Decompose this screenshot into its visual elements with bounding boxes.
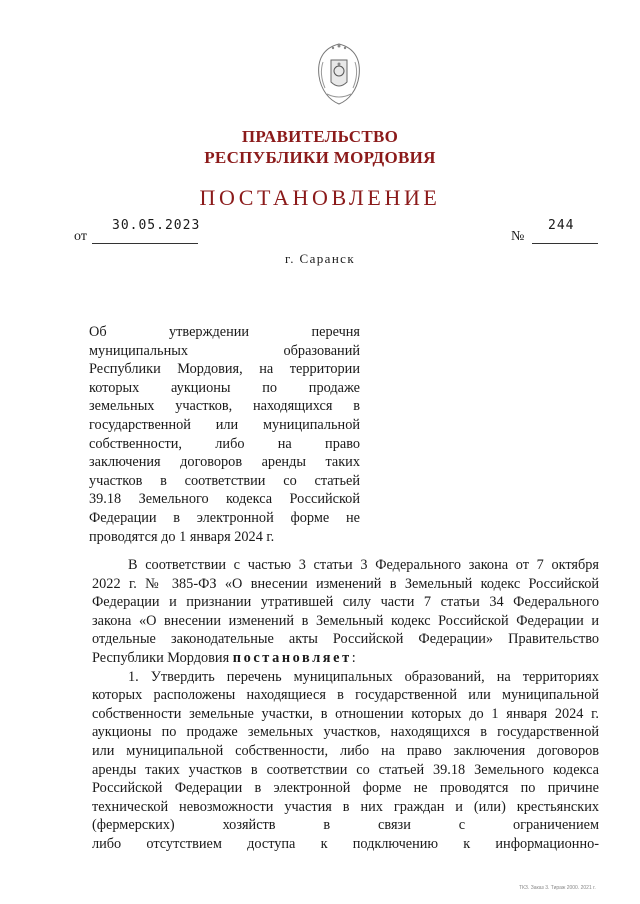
title-line: участков в соответствии со статьей: [89, 472, 360, 489]
item1-line: или муниципальной собственности, либо на право заключения договоров: [92, 742, 599, 759]
item1-line: (фермерских) хозяйств в связи с ограничением: [92, 817, 599, 834]
preamble-line: Федерации и признании утратившей силу части 7 статьи 34 Федерального: [92, 594, 599, 611]
date-underline: [92, 243, 198, 244]
title-line: которых аукционы по продаже: [89, 379, 360, 396]
document-number-value: 244: [548, 218, 575, 233]
government-name-line2: РЕСПУБЛИКИ МОРДОВИЯ: [204, 148, 436, 167]
title-line: 39.18 Земельного кодекса Российской: [89, 491, 360, 508]
title-line: собственности, либо на право: [89, 435, 360, 452]
item1-line: собственности земельные участки, в отношении которых до 1 января 2024 г.: [92, 705, 599, 722]
preamble-last-line: [92, 649, 599, 668]
preamble-line: 2022 г. № 385-ФЗ «О внесении изменений в Земельный кодекс Российской: [92, 575, 599, 592]
preamble-last-prefix: Республики Мордовия: [92, 649, 230, 666]
preamble-line: В соответствии с частью 3 статьи 3 Федерального закона от 7 октября: [128, 557, 599, 573]
item1-line: аренды таких участков в соответствии со статьей 39.18 Земельного кодекса: [92, 761, 599, 778]
item1-line: аукционы по продаже земельных участков, находящихся в государственной: [92, 724, 599, 741]
item1-line: либо отсутствием доступа к подключению к информационно-: [92, 835, 599, 852]
title-line: Федерации в электронной форме не: [89, 509, 360, 526]
date-label: от: [74, 229, 87, 244]
decree-colon: :: [351, 649, 356, 666]
item1-line: которых расположены находящиеся в государственной или муниципальной: [92, 687, 599, 704]
title-line: государственной или муниципальной: [89, 416, 360, 433]
title-line: муниципальных образований: [89, 342, 360, 359]
number-label: №: [511, 229, 525, 244]
title-line: земельных участков, находящихся в: [89, 398, 360, 415]
decree-word: постановляет: [232, 649, 352, 666]
resolution-body: [92, 556, 599, 854]
title-line: заключения договоров аренды таких: [89, 454, 360, 471]
title-line: Республики Мордовия, на территории: [89, 361, 360, 378]
number-underline: [532, 243, 598, 244]
item1-line: технической невозможности участия в них граждан и (или) крестьянских: [92, 798, 599, 815]
preamble-line: закона «О внесении изменений в Земельный кодекс Российской Федерации и: [92, 612, 599, 629]
print-code-footer: ТКЗ. Заказ 3. Тираж 2000. 2021 г.: [519, 885, 596, 891]
city-name: г. Саранск: [284, 251, 356, 266]
title-line: проводятся до 1 января 2024 г.: [89, 528, 275, 545]
coat-of-arms-emblem: [309, 38, 369, 110]
document-type-title: ПОСТАНОВЛЕНИЕ: [199, 185, 441, 210]
item1-line: Российской Федерации в электронной форме не проводятся по причине: [92, 780, 599, 797]
resolution-title: [89, 323, 360, 546]
date-value: 30.05.2023: [112, 218, 201, 233]
item1-line: 1. Утвердить перечень муниципальных образований, на территориях: [128, 668, 599, 685]
government-name-line1: ПРАВИТЕЛЬСТВО: [241, 127, 399, 146]
title-line: Об утверждении перечня: [89, 324, 360, 340]
preamble-line: отдельные законодательные акты Российской Федерации» Правительство: [92, 631, 599, 648]
